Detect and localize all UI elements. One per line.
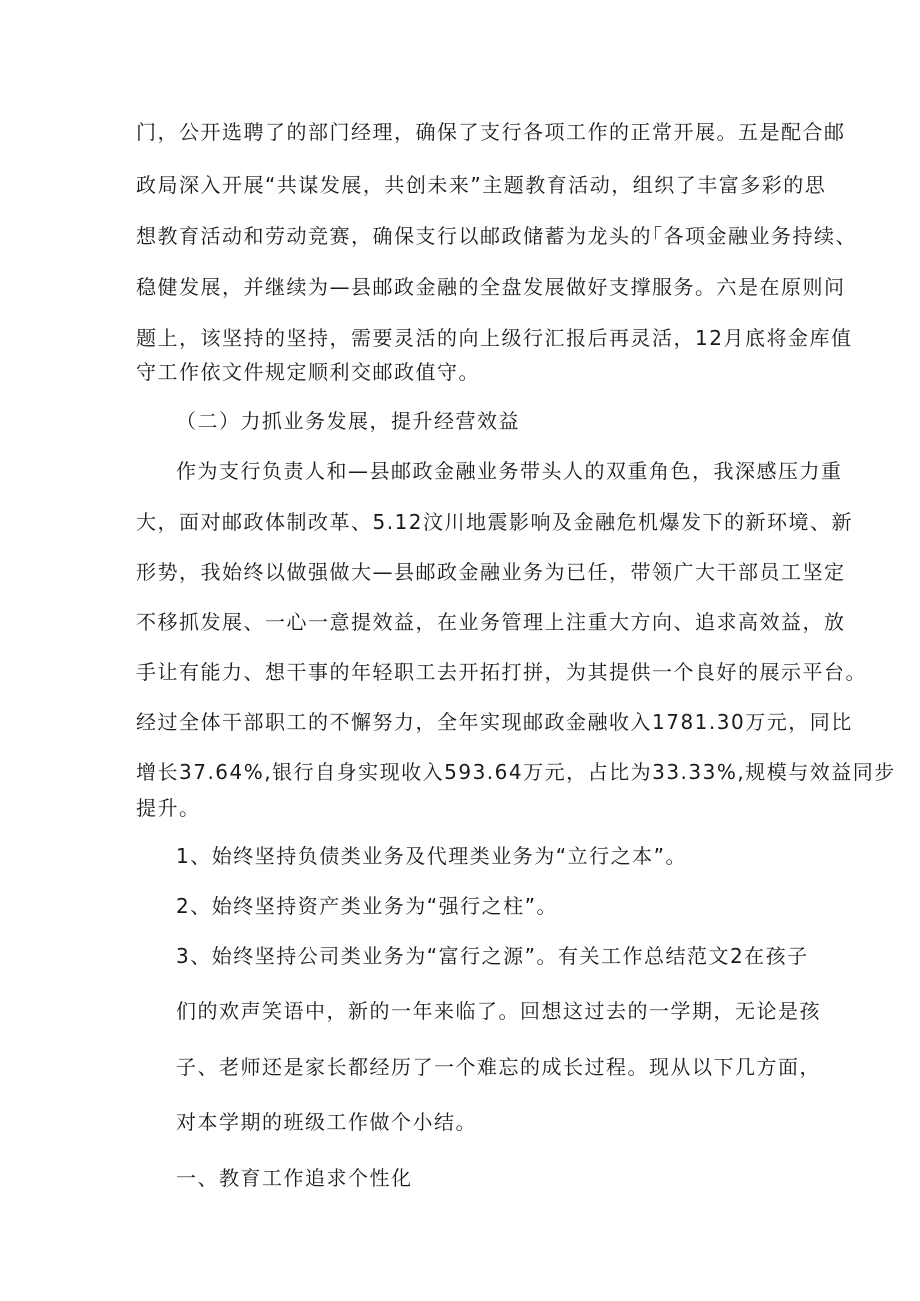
paragraph-line: 增长37.64%,银行自身实现收入593.64万元，占比为33.33%,规模与效益同步: [136, 760, 896, 784]
paragraph-line: 手让有能力、想干事的年轻职工去开拓打拼，为其提供一个良好的展示平台。: [136, 660, 867, 684]
paragraph-line: 对本学期的班级工作做个小结。: [176, 1110, 477, 1134]
paragraph-line: 题上，该坚持的坚持，需要灵活的向上级行汇报后再灵活，12月底将金库值: [136, 326, 853, 350]
paragraph-line: 门，公开选聘了的部门经理，确保了支行各项工作的正常开展。五是配合邮: [136, 120, 846, 144]
paragraph-line: 想教育活动和劳动竞赛，确保支行以邮政储蓄为龙头的｢各项金融业务持续、: [136, 224, 857, 248]
paragraph-line: 守工作依文件规定顺利交邮政值守。: [136, 360, 480, 384]
paragraph-line: 大，面对邮政体制改革、5.12汶川地震影响及金融危机爆发下的新环境、新: [136, 510, 854, 534]
paragraph-line: 政局深入开展“共谋发展，共创未来”主题教育活动，组织了丰富多彩的思: [136, 173, 827, 197]
paragraph-line: 作为支行负责人和—县邮政金融业务带头人的双重角色，我深感压力重: [176, 459, 843, 483]
paragraph-line: 形势，我始终以做强做大—县邮政金融业务为已任，带领广大干部员工坚定: [136, 560, 846, 584]
paragraph-line: 们的欢声笑语中，新的一年来临了。回想这过去的一学期，无论是孩: [176, 999, 821, 1023]
paragraph-line: 不移抓发展、一心一意提效益，在业务管理上注重大方向、追求高效益，放: [136, 610, 846, 634]
paragraph-line: 子、老师还是家长都经历了一个难忘的成长过程。现从以下几方面，: [176, 1055, 821, 1079]
section-heading: （二）力抓业务发展，提升经营效益: [176, 409, 520, 433]
paragraph-line: 稳健发展，并继续为—县邮政金融的全盘发展做好支撑服务。六是在原则问: [136, 275, 846, 299]
list-item: 2、始终坚持资产类业务为“强行之柱”。: [176, 894, 558, 918]
section-heading: 一、教育工作追求个性化: [176, 1166, 413, 1190]
paragraph-line: 经过全体干部职工的不懈努力，全年实现邮政金融收入1781.30万元，同比: [136, 710, 853, 734]
list-item: 1、始终坚持负债类业务及代理类业务为“立行之本”。: [176, 844, 687, 868]
paragraph-line: 提升。: [136, 796, 201, 820]
list-item: 3、始终坚持公司类业务为“富行之源”。有关工作总结范文2在孩子: [176, 944, 809, 968]
